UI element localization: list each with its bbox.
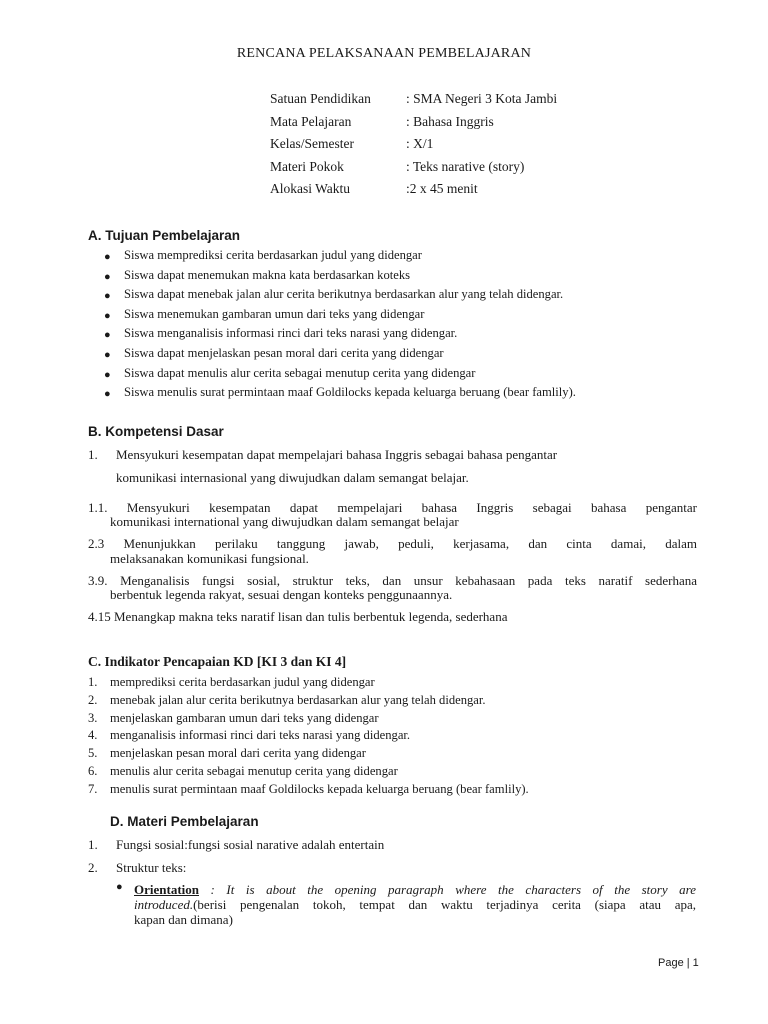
kd-4-15: 4.15 Menangkap makna teks naratif lisan dan tulis berbentuk legenda, sederhana (88, 609, 508, 624)
list-item-text: Siswa menulis surat permintaan maaf Goldilocks kepada keluarga beruang (bear famlily). (124, 385, 576, 400)
identity-table (270, 91, 557, 204)
section-d-heading: D. Materi Pembelajaran (110, 814, 259, 829)
kd-3-9: 3.9. Menganalisis fungsi sosial, struktur teks, dan unsur kebahasaan pada teks naratif sederhana (88, 573, 697, 588)
bullet-icon: ● (104, 329, 111, 342)
list-item (104, 307, 576, 327)
list-item (88, 675, 529, 693)
list-item-number: 6. (88, 763, 98, 778)
bullet-icon: ● (104, 309, 111, 322)
list-item-text: menulis surat permintaan maaf Goldilocks kepada keluarga beruang (bear famlily). (110, 781, 529, 796)
kd-1-1: 1.1. Mensyukuri kesempatan dapat mempelajari bahasa Inggris sebagai bahasa pengantar (88, 500, 697, 515)
list-item (104, 366, 576, 386)
section-b-heading: B. Kompetensi Dasar (88, 424, 224, 439)
list-item-number: 1. (88, 675, 98, 689)
list-item (104, 268, 576, 288)
list-item-number: 5. (88, 746, 98, 761)
list-item-number: 2. (88, 692, 98, 707)
list-item-text: Siswa dapat menebak jalan alur cerita berikutnya berdasarkan alur yang telah didengar. (124, 287, 564, 302)
bullet-icon: ● (104, 270, 111, 283)
materi-number: 2. (88, 860, 98, 875)
orientation-line-3: kapan dan dimana) (134, 912, 233, 927)
objectives-list (104, 248, 576, 405)
list-item (104, 385, 576, 405)
identity-label: Materi Pokok (270, 158, 344, 174)
list-item-text: Siswa dapat menjelaskan pesan moral dari cerita yang didengar (124, 345, 444, 360)
orientation-english: : It is about the opening paragraph where the characters of the story are (199, 882, 696, 897)
page-number: Page | 1 (658, 957, 699, 969)
list-item-text: menjelaskan pesan moral dari cerita yang didengar (110, 746, 366, 761)
list-item-text: menebak jalan alur cerita berikutnya berdasarkan alur yang telah didengar. (110, 692, 486, 707)
kd-text: Mensyukuri kesempatan dapat mempelajari bahasa Inggris sebagai bahasa pengantar (116, 447, 558, 462)
bullet-icon: ● (104, 368, 111, 381)
list-item (88, 746, 529, 764)
identity-label: Mata Pelajaran (270, 113, 352, 129)
kd-3-9-cont: berbentuk legenda rakyat, sesuai dengan konteks penggunaannya. (110, 587, 453, 602)
orientation-term: Orientation (134, 882, 199, 897)
identity-label: Alokasi Waktu (270, 181, 351, 196)
bullet-icon: ● (104, 290, 111, 303)
list-item (104, 346, 576, 366)
list-item-text: Siswa memprediksi cerita berdasarkan judul yang didengar (124, 248, 422, 262)
orientation-line (134, 882, 696, 898)
list-item-text: Siswa menganalisis informasi rinci dari teks narasi yang didengar. (124, 326, 458, 341)
list-item-text: menjelaskan gambaran umun dari teks yang didengar (110, 710, 379, 725)
identity-value: : X/1 (406, 136, 434, 151)
list-item-number: 4. (88, 728, 98, 743)
kd-2-3: 2.3 Menunjukkan perilaku tanggung jawab, peduli, kerjasama, dan cinta damai, dalam (88, 536, 697, 551)
section-c-heading: C. Indikator Pencapaian KD [KI 3 dan KI 4] (88, 654, 347, 669)
list-item-text: Siswa dapat menulis alur cerita sebagai menutup cerita yang didengar (124, 365, 476, 380)
list-item (88, 693, 529, 711)
kd-1-1-cont: komunikasi international yang diwujudkan dalam semangat belajar (110, 514, 459, 529)
list-item-text: memprediksi cerita berdasarkan judul yang didengar (110, 675, 375, 689)
kd-number: 1. (88, 447, 98, 462)
list-item (88, 728, 529, 746)
identity-row (270, 181, 557, 204)
kd-2-3-cont: melaksanakan komunikasi fungsional. (110, 551, 309, 566)
materi-text: Fungsi sosial:fungsi sosial narative adalah entertain (116, 837, 385, 852)
bullet-icon: ● (116, 881, 123, 893)
document-title: RENCANA PELAKSANAAN PEMBELAJARAN (236, 46, 532, 61)
list-item (104, 287, 576, 307)
list-item (104, 326, 576, 346)
list-item-number: 3. (88, 710, 98, 725)
identity-value: : Bahasa Inggris (406, 113, 494, 129)
orientation-english-cont: introduced. (134, 897, 194, 912)
identity-label: Kelas/Semester (270, 136, 354, 151)
identity-row (270, 91, 557, 114)
list-item-text: Siswa menemukan gambaran umun dari teks yang didengar (124, 306, 425, 321)
identity-label: Satuan Pendidikan (270, 91, 371, 106)
identity-row (270, 114, 557, 137)
materi-number: 1. (88, 837, 98, 852)
list-item (88, 782, 529, 800)
bullet-icon: ● (104, 348, 111, 361)
list-item (88, 764, 529, 782)
identity-row (270, 136, 557, 159)
identity-value: : SMA Negeri 3 Kota Jambi (406, 91, 558, 106)
identity-value: :2 x 45 menit (406, 181, 478, 196)
section-a-heading: A. Tujuan Pembelajaran (88, 228, 241, 243)
orientation-line-2 (134, 897, 696, 913)
bullet-icon: ● (104, 251, 111, 263)
list-item (104, 248, 576, 268)
materi-text: Struktur teks: (116, 860, 187, 875)
identity-row (270, 159, 557, 182)
list-item-text: menganalisis informasi rinci dari teks narasi yang didengar. (110, 728, 411, 743)
list-item-number: 7. (88, 781, 98, 796)
list-item-text: Siswa dapat menemukan makna kata berdasarkan koteks (124, 267, 411, 282)
list-item (88, 711, 529, 729)
kd-text: komunikasi internasional yang diwujudkan dalam semangat belajar. (116, 470, 469, 485)
list-item-text: menulis alur cerita sebagai menutup cerita yang didengar (110, 763, 398, 778)
indicator-list (88, 675, 529, 800)
orientation-indonesian: (berisi pengenalan tokoh, tempat dan waktu terjadinya cerita (siapa atau apa, (193, 897, 696, 912)
identity-value: : Teks narative (story) (406, 158, 525, 174)
bullet-icon: ● (104, 388, 111, 401)
